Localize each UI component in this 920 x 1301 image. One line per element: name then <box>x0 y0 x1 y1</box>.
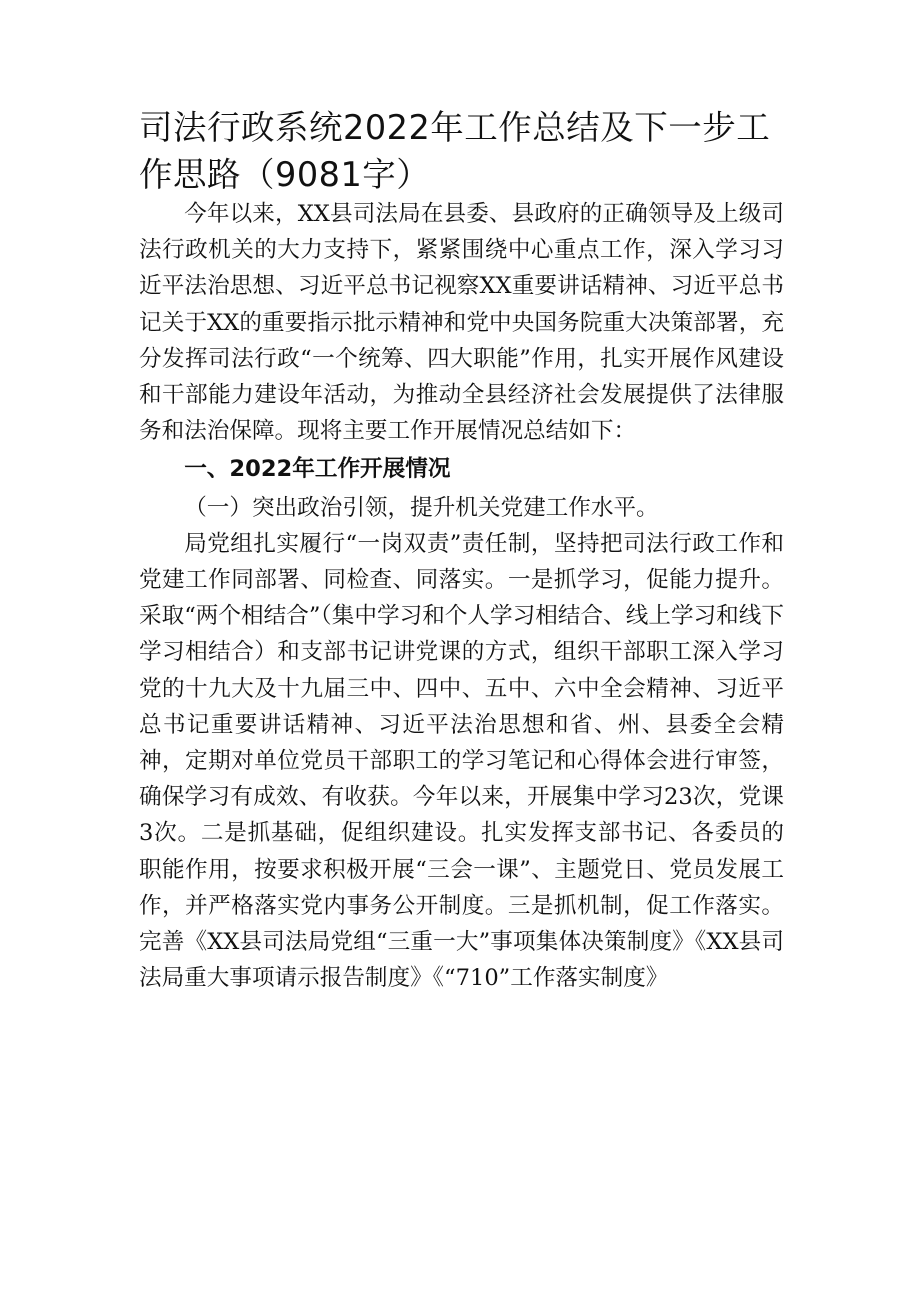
document-body <box>139 196 784 996</box>
subsection-heading: （一）突出政治引领，提升机关党建工作水平。 <box>184 494 659 521</box>
section-heading: 一、2022年工作开展情况 <box>184 456 451 483</box>
document-title: 司法行政系统2022年工作总结及下一步工作思路（9081字） <box>139 108 771 194</box>
intro-paragraph: 今年以来，XX县司法局在县委、县政府的正确领导及上级司法行政机关的大力支持下，紧紧围绕中心重点工作，深入学习习近平法治思想、习近平总书记视察XX重要讲话精神、习近平总书记关于XX的重要指示批示精神和党中央国务院重大决策部署，充分发挥司法行政“一个统筹、四大职能”作用，扎实开展作风建设和干部能力建设年活动，为推动全县经济社会发展提供了法律服务和法治保障。现将主要工作开展情况总结如下： <box>139 201 784 445</box>
body-paragraph: 局党组扎实履行“一岗双责”责任制，坚持把司法行政工作和党建工作同部署、同检查、同落实。一是抓学习，促能力提升。采取“两个相结合”（集中学习和个人学习相结合、线上学习和线下学习相结合）和支部书记讲党课的方式，组织干部职工深入学习党的十九大及十九届三中、四中、五中、六中全会精神、习近平总书记重要讲话精神、习近平法治思想和省、州、县委全会精神，定期对单位党员干部职工的学习笔记和心得体会进行审签，确保学习有成效、有收获。今年以来，开展集中学习23次，党课3次。二是抓基础，促组织建设。扎实发挥支部书记、各委员的职能作用，按要求积极开展“三会一课”、主题党日、党员发展工作，并严格落实党内事务公开制度。三是抓机制，促工作落实。完善《XX县司法局党组“三重一大”事项集体决策制度》《XX县司法局重大事项请示报告制度》《“710”工作落实制度》 <box>139 530 784 992</box>
